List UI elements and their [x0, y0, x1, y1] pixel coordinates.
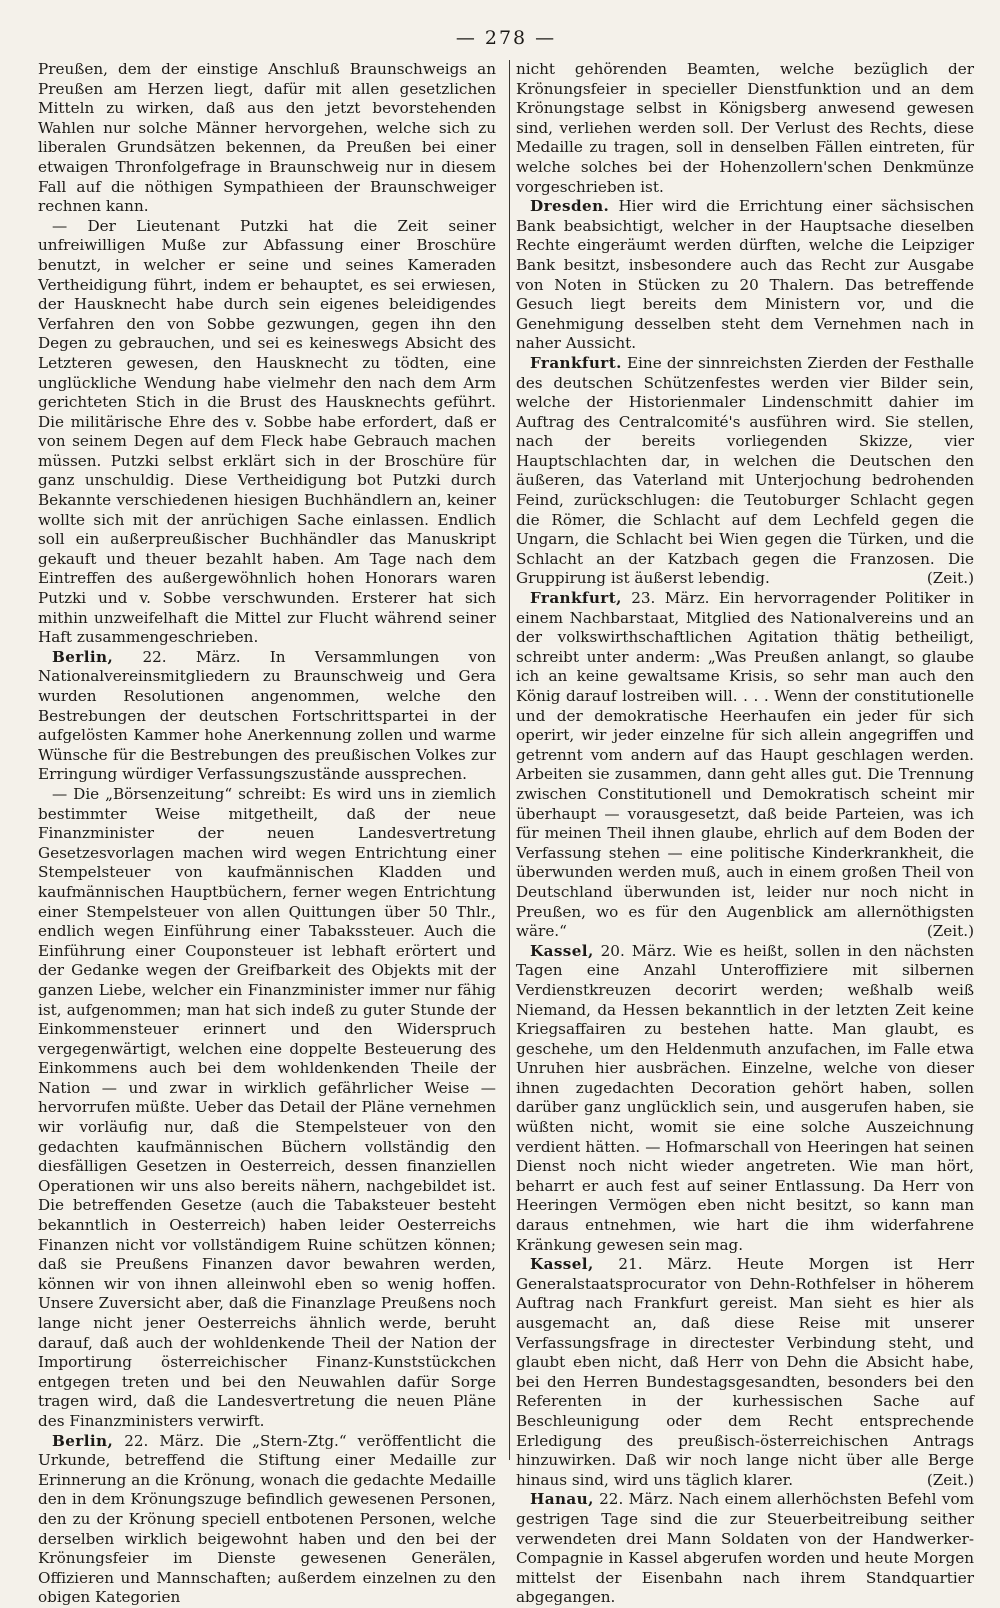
article-paragraph: [38, 217, 496, 648]
source-attribution: (Zeit.): [926, 1470, 974, 1489]
dateline: Dresden.: [530, 197, 610, 216]
paragraph-text: 22. März. Nach einem allerhöchsten Befehl vom gestrigen Tage sind die zur Steuerbeitreibung seither verwendeten drei Mann Soldaten von der Handwerker-Compagnie in Kassel abgerufen worden und heute Morgen mittelst der Eisenbahn nach ihrem Standquartier abgegangen.: [516, 1490, 974, 1607]
paragraph-text: 22. März. In Versammlungen von Nationalvereinsmitgliedern zu Braunschweig und Gera wurden Resolutionen angenommen, welche den Bestrebungen der deutschen Fortschrittspartei in der aufgelösten Kammer hohe Anerkennung zollen und warme Wünsche für die Bestrebungen des preußischen Volkes zur Erringung würdiger Verfassungszustände aussprechen.: [38, 647, 496, 784]
article-paragraph: [516, 354, 974, 589]
paragraph-text: 22. März. Die „Stern-Ztg.“ veröffentlicht die Urkunde, betreffend die Stiftung einer Medaille zur Erinnerung an die Krönung, wonach die gedachte Medaille den in dem Krönungszuge befindlich gewesenen Personen, den zu der Krönung speciell entbotenen Personen, welche derselben wirklich beigewohnt haben und den bei der Krönungsfeier im Dienste gewesenen Generälen, Offizieren und Mannschaften; außerdem einzelnen zu den obigen Kategorien: [38, 1431, 497, 1607]
paragraph-text: Eine der sinnreichsten Zierden der Festhalle des deutschen Schützenfestes werden vier Bilder sein, welche der Historienmaler Lindenschmitt dahier im Auftrag des Centralcomité's ausführen wird. Sie stellen, nach der bereits vorliegenden Skizze, vier Hauptschlachten dar, in welchen die Deutschen den äußeren, das Vaterland mit Unterjochung bedrohenden Feind, zurückschlugen: die Teutoburger Schlacht gegen die Römer, die Schlacht auf dem Lechfeld gegen die Ungarn, die Schlacht bei Wien gegen die Türken, und die Schlacht an der Katzbach gegen die Franzosen. Die Gruppirung ist äußerst lebendig.: [516, 353, 974, 588]
paragraph-text: Preußen, dem der einstige Anschluß Braunschweigs an Preußen am Herzen liegt, dafür mit allen gesetzlichen Mitteln zu wirken, daß aus den jetzt bevorstehenden Wahlen nur solche Männer hervorgehen, welche sich zu liberalen Grundsätzen bekennen, da Preußen bei einer etwaigen Thronfolgefrage in Braunschweig nur in diesem Fall auf die nöthigen Sympathieen der Braunschweiger rechnen kann.: [38, 60, 496, 216]
dateline: Berlin,: [52, 1431, 114, 1450]
article-paragraph: [38, 60, 496, 217]
dateline: Hanau,: [530, 1490, 594, 1509]
article-paragraph: [38, 785, 496, 1432]
column-divider: [509, 60, 510, 1460]
left-column: [38, 60, 496, 1608]
article-paragraph: [516, 589, 974, 942]
paragraph-text: — Die „Börsenzeitung“ schreibt: Es wird uns in ziemlich bestimmter Weise mitgetheilt, daß der neue Finanzminister der neuen Landesvertretung Gesetzesvorlagen machen wird wegen Entrichtung einer Stempelsteuer von kaufmännischen Kladden und kaufmännischen Hauptbüchern, ferner wegen Entrichtung einer Stempelsteuer von allen Quittungen über 50 Thlr., endlich wegen Einführung einer Tabakssteuer. Auch die Einführung einer Couponsteuer ist lebhaft erörtert und der Gedanke wegen der Greifbarkeit des Objekts mit der ganzen Liebe, welcher ein Finanzminister immer nur fähig ist, aufgenommen; man hat sich indeß zu guter Stunde der Einkommensteuer erinnert und den Widerspruch vergegenwärtigt, welchen eine doppelte Besteuerung des Einkommens auch bei dem wohldenkenden Theile der Nation — und zwar in wirklich gefährlicher Weise — hervorrufen müßte. Ueber das Detail der Pläne vernehmen wir vorläufig nur, daß die Stempelsteuer von den gedachten kaufmännischen Büchern vollständig den diesfälligen Gesetzen in Oesterreich, dessen finanziellen Operationen wir uns also bereits nähern, nachgebildet ist. Die betreffenden Gesetze (auch die Tabaksteuer besteht bekanntlich in Oesterreich) haben leider Oesterreichs Finanzen nicht vor vollständigem Ruine schützen können; daß sie Preußens Finanzen davor bewahren werden, können wir von ihnen alleinwohl eben so wenig hoffen. Unsere Zuversicht aber, daß die Finanzlage Preußens noch lange nicht jener Oesterreichs ähnlich werde, beruht darauf, daß auch der wohldenkende Theil der Nation der Importirung österreichischer Finanz-Kunststückchen entgegen treten und bei den Neuwahlen dafür Sorge tragen wird, daß die Landesvertretung die neuen Pläne des Finanzministers verwirft.: [38, 784, 496, 1430]
page-number: — 278 —: [455, 27, 557, 49]
source-attribution: (Zeit.): [926, 569, 974, 588]
article-paragraph: [38, 648, 496, 785]
dateline: Frankfurt.: [530, 353, 622, 372]
article-paragraph: [516, 1255, 974, 1490]
text-columns: [38, 60, 974, 1608]
paragraph-text: 21. März. Heute Morgen ist Herr Generalstaatsprocurator von Dehn-Rothfelser in höherem Auftrag nach Frankfurt gereist. Man sieht es hier als ausgemacht an, daß diese Reise mit unserer Verfassungsfrage in directester Verbindung steht, und glaubt eben nicht, daß Herr von Dehn die Absicht habe, bei den Herren Bundestagsgesandten, besonders bei den Referenten in der kurhessischen Sache auf Beschleunigung oder dem Recht entsprechende Erledigung des preußisch-österreichischen Antrags hinzuwirken. Daß wir noch lange nicht über alle Berge hinaus sind, wird uns täglich klarer.: [516, 1255, 975, 1489]
dateline: Berlin,: [52, 647, 114, 666]
dateline: Kassel,: [530, 1255, 594, 1274]
article-paragraph: [516, 60, 974, 197]
paragraph-text: Hier wird die Errichtung einer sächsischen Bank beabsichtigt, welcher in der Hauptsache dieselben Rechte eingeräumt werden dürften, welche die Leipziger Bank besitzt, insbesondere auch das Recht zur Ausgabe von Noten in Stücken zu 20 Thalern. Das betreffende Gesuch liegt bereits dem Ministern vor, und die Genehmigung desselben steht dem Vernehmen nach in naher Aussicht.: [516, 197, 975, 353]
paragraph-text: 20. März. Wie es heißt, sollen in den nächsten Tagen eine Anzahl Unteroffiziere mit silbernen Verdienstkreuzen decorirt werden; weßhalb weiß Niemand, da Hessen bekanntlich in der letzten Zeit keine Kriegsaffairen zu bestehen hatte. Man glaubt, es geschehe, um den Heldenmuth anzufachen, im Falle etwa Unruhen hier ausbrächen. Einzelne, welche von dieser ihnen zugedachten Decoration gehört haben, sollen darüber ganz unglücklich sein, und ausgerufen haben, sie wüßten nicht, womit sie eine solche Auszeichnung verdient hätten. — Hofmarschall von Heeringen hat seinen Dienst noch nicht wieder angetreten. Wie man hört, beharrt er auch fest auf seiner Entlassung. Da Herr von Heeringen Vermögen eben nicht besitzt, so kann man daraus entnehmen, wie hart die ihm widerfahrene Kränkung gewesen sein mag.: [516, 941, 975, 1254]
article-paragraph: [516, 197, 974, 354]
paragraph-text: 23. März. Ein hervorragender Politiker in einem Nachbarstaat, Mitglied des Nationalvereins und an der volkswirthschaftlichen Agitation thätig betheiligt, schreibt unter anderm: „Was Preußen anlangt, so glaube ich an keine gewaltsame Krisis, so sehr man auch den König darauf lostreiben will. . . . Wenn der constitutionelle und der demokratische Heerhaufen ein jeder für sich operirt, wir jeder einzelne für sich allein angegriffen und getrennt vom andern auf das Haupt geschlagen werden. Arbeiten sie zusammen, dann geht alles gut. Die Trennung zwischen Constitutionell und Demokratisch scheint mir überhaupt — vorausgesetzt, daß beide Parteien, was ich für meinen Theil ihnen glaube, ehrlich auf dem Boden der Verfassung stehen — eine politische Kinderkrankheit, die überwunden werden muß, auch in einem großen Theil von Deutschland überwunden ist, leider nur noch nicht in Preußen, wo es für den Augenblick am allernöthigsten wäre.“: [516, 589, 975, 941]
source-attribution: (Zeit.): [926, 922, 974, 941]
dateline: Kassel,: [530, 941, 594, 960]
article-paragraph: [516, 942, 974, 1256]
article-paragraph: [38, 1432, 496, 1608]
article-paragraph: [516, 1490, 974, 1608]
dateline: Frankfurt,: [530, 589, 622, 608]
right-column: [516, 60, 974, 1608]
paragraph-text: — Der Lieutenant Putzki hat die Zeit seiner unfreiwilligen Muße zur Abfassung einer Broschüre benutzt, in welcher er seine und seines Kameraden Vertheidigung führt, indem er behauptet, es sei erwiesen, der Hausknecht habe durch sein eigenes beleidigendes Verfahren den von Sobbe gezwungen, gegen ihn den Degen zu gebrauchen, und sei es keineswegs Absicht des Letzteren gewesen, den Hausknecht zu tödten, eine unglückliche Wendung habe vielmehr den nach dem Arm gerichteten Stich in die Brust des Hausknechts geführt. Die militärische Ehre des v. Sobbe habe erfordert, daß er von seinem Degen auf dem Fleck habe Gebrauch machen müssen. Putzki selbst erklärt sich in der Broschüre für ganz unschuldig. Diese Vertheidigung bot Putzki durch Bekannte verschiedenen hiesigen Buchhändlern an, keiner wollte sich mit der anrüchigen Sache einlassen. Endlich soll ein außerpreußischer Buchhändler das Manuskript gekauft und theuer bezahlt haben. Am Tage nach dem Eintreffen des außergewöhnlich hohen Honorars waren Putzki und v. Sobbe verschwunden. Ersterer hat sich mithin unzweifelhaft die Mittel zur Flucht während seiner Haft zusammengeschrieben.: [38, 216, 496, 647]
paragraph-text: nicht gehörenden Beamten, welche bezüglich der Krönungsfeier in specieller Dienstfunktion und an dem Krönungstage selbst in Königsberg anwesend gewesen sind, verliehen werden soll. Der Verlust des Rechts, diese Medaille zu tragen, soll in denselben Fällen eintreten, für welche solches bei der Hohenzollern'schen Denkmünze vorgeschrieben ist.: [516, 60, 974, 196]
